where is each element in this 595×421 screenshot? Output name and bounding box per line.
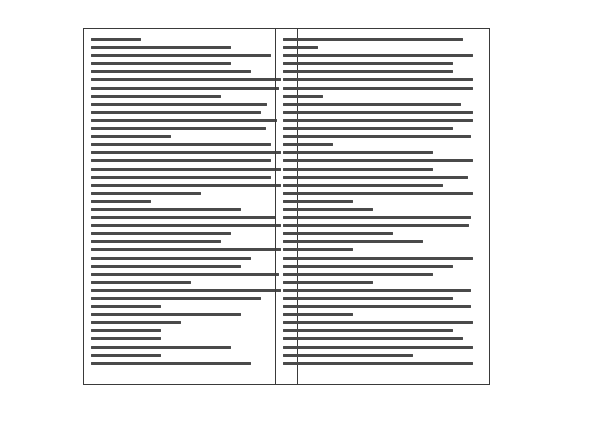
text-line: [91, 117, 290, 124]
illegible-text-placeholder: [91, 305, 161, 308]
text-line: [283, 335, 482, 342]
illegible-text-placeholder: [91, 38, 141, 41]
illegible-text-placeholder: [91, 159, 271, 162]
text-line: [91, 311, 290, 318]
illegible-text-placeholder: [283, 38, 463, 41]
illegible-text-placeholder: [283, 208, 373, 211]
text-line: [91, 214, 290, 221]
illegible-text-placeholder: [283, 354, 413, 357]
text-line: [91, 166, 290, 173]
text-line: [91, 76, 290, 83]
text-line: [283, 246, 482, 253]
text-line: [91, 206, 290, 213]
illegible-text-placeholder: [283, 248, 353, 251]
illegible-text-placeholder: [91, 54, 271, 57]
text-line: [283, 182, 482, 189]
text-line: [283, 311, 482, 318]
text-line: [283, 255, 482, 262]
text-line: [91, 141, 290, 148]
text-line: [283, 76, 482, 83]
illegible-text-placeholder: [283, 168, 433, 171]
illegible-text-placeholder: [283, 95, 323, 98]
text-line: [283, 198, 482, 205]
text-line: [91, 279, 290, 286]
illegible-text-placeholder: [91, 176, 271, 179]
illegible-text-placeholder: [283, 111, 473, 114]
illegible-text-placeholder: [91, 192, 201, 195]
text-line: [283, 174, 482, 181]
text-line: [283, 206, 482, 213]
illegible-text-placeholder: [91, 362, 251, 365]
illegible-text-placeholder: [91, 265, 241, 268]
text-line: [91, 52, 290, 59]
illegible-text-placeholder: [91, 354, 161, 357]
illegible-text-placeholder: [283, 200, 353, 203]
illegible-text-placeholder: [91, 184, 281, 187]
text-line: [91, 149, 290, 156]
text-line: [283, 327, 482, 334]
illegible-text-placeholder: [283, 216, 471, 219]
text-line: [91, 182, 290, 189]
text-line: [91, 68, 290, 75]
text-line: [283, 222, 482, 229]
text-line: [91, 295, 290, 302]
illegible-text-placeholder: [283, 313, 353, 316]
illegible-text-placeholder: [283, 297, 453, 300]
illegible-text-placeholder: [91, 329, 161, 332]
illegible-text-placeholder: [283, 46, 318, 49]
illegible-text-placeholder: [91, 46, 231, 49]
text-line: [91, 157, 290, 164]
illegible-text-placeholder: [283, 143, 333, 146]
text-line: [91, 335, 290, 342]
illegible-text-placeholder: [91, 257, 251, 260]
illegible-text-placeholder: [91, 232, 231, 235]
illegible-text-placeholder: [91, 321, 181, 324]
text-line: [283, 319, 482, 326]
illegible-text-placeholder: [283, 54, 473, 57]
illegible-text-placeholder: [91, 111, 261, 114]
text-line: [283, 230, 482, 237]
text-line: [283, 149, 482, 156]
text-line: [91, 303, 290, 310]
text-line: [283, 279, 482, 286]
text-line: [91, 287, 290, 294]
illegible-text-placeholder: [283, 337, 463, 340]
text-line: [283, 287, 482, 294]
illegible-text-placeholder: [91, 240, 221, 243]
illegible-text-placeholder: [91, 200, 151, 203]
text-line: [283, 93, 482, 100]
illegible-text-placeholder: [91, 70, 251, 73]
text-line: [91, 352, 290, 359]
illegible-text-placeholder: [283, 289, 471, 292]
illegible-text-placeholder: [283, 305, 471, 308]
illegible-text-placeholder: [91, 119, 277, 122]
text-line: [283, 238, 482, 245]
text-line: [283, 166, 482, 173]
text-line: [283, 214, 482, 221]
illegible-text-placeholder: [91, 248, 281, 251]
illegible-text-placeholder: [283, 176, 468, 179]
illegible-text-placeholder: [283, 62, 453, 65]
text-line: [283, 141, 482, 148]
illegible-text-placeholder: [283, 273, 433, 276]
text-line: [283, 109, 482, 116]
text-line: [91, 344, 290, 351]
illegible-text-placeholder: [283, 281, 373, 284]
text-line: [91, 238, 290, 245]
illegible-text-placeholder: [91, 168, 281, 171]
text-line: [91, 360, 290, 367]
text-line: [283, 44, 482, 51]
text-line: [283, 60, 482, 67]
illegible-text-placeholder: [91, 87, 279, 90]
illegible-text-placeholder: [91, 297, 261, 300]
illegible-text-placeholder: [91, 151, 281, 154]
text-line: [91, 125, 290, 132]
illegible-text-placeholder: [283, 362, 473, 365]
text-line: [283, 36, 482, 43]
illegible-text-placeholder: [283, 192, 473, 195]
text-line: [91, 271, 290, 278]
text-line: [283, 125, 482, 132]
illegible-text-placeholder: [91, 62, 231, 65]
illegible-text-placeholder: [283, 119, 473, 122]
text-line: [91, 255, 290, 262]
text-line: [283, 101, 482, 108]
illegible-text-placeholder: [283, 329, 453, 332]
text-line: [283, 344, 482, 351]
illegible-text-placeholder: [91, 95, 221, 98]
illegible-text-placeholder: [283, 70, 453, 73]
illegible-text-placeholder: [283, 151, 433, 154]
text-line: [283, 133, 482, 140]
illegible-text-placeholder: [91, 135, 171, 138]
illegible-text-placeholder: [283, 257, 473, 260]
text-line: [283, 52, 482, 59]
illegible-text-placeholder: [91, 273, 279, 276]
text-line: [91, 190, 290, 197]
illegible-text-placeholder: [283, 184, 443, 187]
text-line: [283, 263, 482, 270]
illegible-text-placeholder: [283, 224, 469, 227]
text-line: [91, 85, 290, 92]
text-line: [91, 263, 290, 270]
text-line: [283, 68, 482, 75]
text-line: [283, 85, 482, 92]
text-line: [283, 303, 482, 310]
illegible-text-placeholder: [283, 321, 473, 324]
illegible-text-placeholder: [91, 289, 281, 292]
illegible-text-placeholder: [91, 208, 241, 211]
illegible-text-placeholder: [91, 224, 281, 227]
illegible-text-placeholder: [91, 143, 271, 146]
text-line: [91, 60, 290, 67]
text-line: [91, 36, 290, 43]
illegible-text-placeholder: [91, 281, 191, 284]
illegible-text-placeholder: [283, 346, 473, 349]
text-line: [91, 44, 290, 51]
text-line: [91, 319, 290, 326]
text-line: [283, 360, 482, 367]
illegible-text-placeholder: [283, 265, 453, 268]
illegible-text-placeholder: [91, 216, 276, 219]
text-line: [91, 133, 290, 140]
text-line: [283, 117, 482, 124]
right-text-column: [275, 28, 490, 385]
illegible-text-placeholder: [91, 346, 231, 349]
text-line: [91, 101, 290, 108]
illegible-text-placeholder: [283, 103, 461, 106]
illegible-text-placeholder: [91, 78, 281, 81]
text-line: [91, 93, 290, 100]
text-line: [283, 190, 482, 197]
illegible-text-placeholder: [283, 159, 473, 162]
text-line: [91, 327, 290, 334]
illegible-text-placeholder: [91, 313, 241, 316]
illegible-text-placeholder: [91, 127, 266, 130]
text-line: [283, 352, 482, 359]
illegible-text-placeholder: [91, 103, 267, 106]
text-line: [283, 295, 482, 302]
text-line: [91, 109, 290, 116]
illegible-text-placeholder: [283, 232, 393, 235]
text-line: [91, 230, 290, 237]
text-line: [283, 157, 482, 164]
text-line: [91, 198, 290, 205]
text-line: [91, 174, 290, 181]
text-line: [91, 246, 290, 253]
illegible-text-placeholder: [283, 87, 473, 90]
illegible-text-placeholder: [283, 135, 471, 138]
illegible-text-placeholder: [283, 240, 423, 243]
illegible-text-placeholder: [283, 78, 473, 81]
illegible-text-placeholder: [283, 127, 453, 130]
text-line: [283, 271, 482, 278]
text-line: [91, 222, 290, 229]
left-text-column: [83, 28, 298, 385]
illegible-text-placeholder: [91, 337, 161, 340]
